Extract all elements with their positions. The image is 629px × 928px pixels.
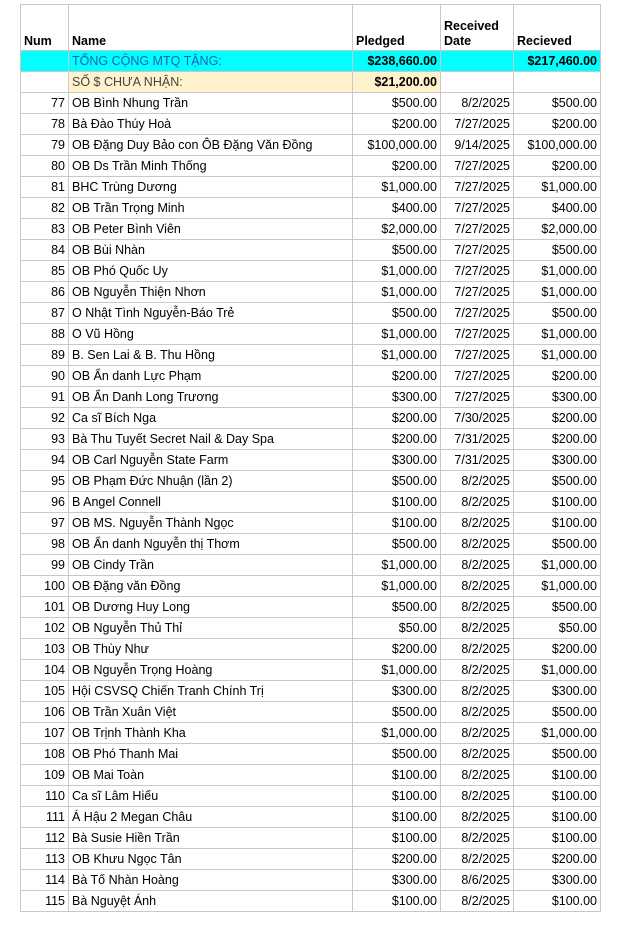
row-num[interactable]: 100	[21, 576, 69, 597]
row-pledged[interactable]: $500.00	[353, 471, 441, 492]
row-name[interactable]: OB Trần Xuân Việt	[69, 702, 353, 723]
row-received-date[interactable]: 8/2/2025	[441, 513, 514, 534]
table-row	[21, 765, 601, 786]
row-received-date[interactable]: 8/2/2025	[441, 618, 514, 639]
row-num[interactable]: 115	[21, 891, 69, 912]
row-received[interactable]: $500.00	[514, 471, 601, 492]
row-received[interactable]: $500.00	[514, 240, 601, 261]
table-row	[21, 156, 601, 177]
table-row	[21, 660, 601, 681]
header-received-date[interactable]: Received Date	[441, 5, 514, 51]
row-pledged[interactable]: $500.00	[353, 744, 441, 765]
row-received-date[interactable]: 7/27/2025	[441, 219, 514, 240]
row-num[interactable]: 101	[21, 597, 69, 618]
table-row	[21, 492, 601, 513]
row-received-date[interactable]: 8/2/2025	[441, 639, 514, 660]
row-name[interactable]: OB Thùy Như	[69, 639, 353, 660]
row-pledged[interactable]: $1,000.00	[353, 177, 441, 198]
row-pledged[interactable]: $300.00	[353, 450, 441, 471]
row-received-date[interactable]: 8/2/2025	[441, 471, 514, 492]
row-pledged[interactable]: $100,000.00	[353, 135, 441, 156]
row-received-date[interactable]: 8/2/2025	[441, 765, 514, 786]
row-received-date[interactable]: 8/2/2025	[441, 93, 514, 114]
row-pledged[interactable]: $1,000.00	[353, 660, 441, 681]
row-received[interactable]: $1,000.00	[514, 576, 601, 597]
row-pledged[interactable]: $300.00	[353, 681, 441, 702]
row-pledged[interactable]: $50.00	[353, 618, 441, 639]
table-row	[21, 618, 601, 639]
row-received[interactable]: $100.00	[514, 513, 601, 534]
row-received-date[interactable]: 8/2/2025	[441, 828, 514, 849]
total-row	[21, 51, 601, 72]
row-num[interactable]: 109	[21, 765, 69, 786]
row-name[interactable]: OB Nguyễn Thiện Nhơn	[69, 282, 353, 303]
row-received-date[interactable]: 7/31/2025	[441, 450, 514, 471]
row-num[interactable]: 103	[21, 639, 69, 660]
table-row	[21, 93, 601, 114]
row-received-date[interactable]: 8/2/2025	[441, 597, 514, 618]
row-pledged[interactable]: $1,000.00	[353, 282, 441, 303]
row-name[interactable]: Bà Đào Thúy Hoà	[69, 114, 353, 135]
row-num[interactable]: 83	[21, 219, 69, 240]
row-pledged[interactable]: $200.00	[353, 408, 441, 429]
table-row	[21, 513, 601, 534]
row-received-date[interactable]: 7/31/2025	[441, 429, 514, 450]
table-row	[21, 450, 601, 471]
row-pledged[interactable]: $100.00	[353, 786, 441, 807]
row-name[interactable]: OB Ds Trần Minh Thống	[69, 156, 353, 177]
row-name[interactable]: OB Nguyễn Trọng Hoàng	[69, 660, 353, 681]
table-row	[21, 639, 601, 660]
row-num[interactable]: 84	[21, 240, 69, 261]
row-received[interactable]: $1,000.00	[514, 345, 601, 366]
row-name[interactable]: Ca sĩ Bích Nga	[69, 408, 353, 429]
row-received-date[interactable]: 9/14/2025	[441, 135, 514, 156]
row-name[interactable]: OB Ẩn danh Nguyễn thị Thơm	[69, 534, 353, 555]
row-num[interactable]: 82	[21, 198, 69, 219]
row-received-date[interactable]: 7/27/2025	[441, 177, 514, 198]
header-pledged[interactable]: Pledged	[353, 5, 441, 51]
row-name[interactable]: OB Ẩn Danh Long Trương	[69, 387, 353, 408]
row-received[interactable]: $1,000.00	[514, 324, 601, 345]
row-pledged[interactable]: $100.00	[353, 492, 441, 513]
row-pledged[interactable]: $200.00	[353, 114, 441, 135]
row-name[interactable]: Á Hậu 2 Megan Châu	[69, 807, 353, 828]
row-received[interactable]: $300.00	[514, 870, 601, 891]
row-pledged[interactable]: $200.00	[353, 156, 441, 177]
row-num[interactable]: 95	[21, 471, 69, 492]
table-row	[21, 744, 601, 765]
row-name[interactable]: Bà Thu Tuyết Secret Nail & Day Spa	[69, 429, 353, 450]
row-received[interactable]: $200.00	[514, 366, 601, 387]
table-row	[21, 303, 601, 324]
row-num[interactable]: 81	[21, 177, 69, 198]
row-pledged[interactable]: $100.00	[353, 807, 441, 828]
pending-date-cell[interactable]	[441, 72, 514, 93]
row-received-date[interactable]: 8/2/2025	[441, 786, 514, 807]
row-pledged[interactable]: $200.00	[353, 849, 441, 870]
row-name[interactable]: O Nhật Tình Nguyễn-Báo Trẻ	[69, 303, 353, 324]
row-num[interactable]: 99	[21, 555, 69, 576]
pending-row	[21, 72, 601, 93]
row-pledged[interactable]: $2,000.00	[353, 219, 441, 240]
header-num[interactable]: Num	[21, 5, 69, 51]
row-name[interactable]: Bà Tố Nhàn Hoàng	[69, 870, 353, 891]
row-received[interactable]: $100.00	[514, 492, 601, 513]
row-received[interactable]: $200.00	[514, 639, 601, 660]
row-name[interactable]: B Angel Connell	[69, 492, 353, 513]
table-row	[21, 387, 601, 408]
total-received[interactable]: $217,460.00	[514, 51, 601, 72]
row-name[interactable]: Hội CSVSQ Chiến Tranh Chính Trị	[69, 681, 353, 702]
table-row	[21, 261, 601, 282]
row-pledged[interactable]: $100.00	[353, 513, 441, 534]
donation-table	[20, 4, 601, 912]
row-received[interactable]: $200.00	[514, 429, 601, 450]
row-received[interactable]: $500.00	[514, 702, 601, 723]
row-received[interactable]: $400.00	[514, 198, 601, 219]
row-name[interactable]: OB Khưu Ngọc Tân	[69, 849, 353, 870]
row-name[interactable]: OB Trần Trọng Minh	[69, 198, 353, 219]
row-pledged[interactable]: $100.00	[353, 891, 441, 912]
row-received-date[interactable]: 8/2/2025	[441, 576, 514, 597]
row-num[interactable]: 92	[21, 408, 69, 429]
row-received-date[interactable]: 7/27/2025	[441, 240, 514, 261]
row-name[interactable]: OB Đặng văn Đồng	[69, 576, 353, 597]
row-received[interactable]: $500.00	[514, 597, 601, 618]
row-name[interactable]: OB Phó Quốc Uy	[69, 261, 353, 282]
table-row	[21, 219, 601, 240]
row-received[interactable]: $1,000.00	[514, 177, 601, 198]
header-name[interactable]: Name	[69, 5, 353, 51]
row-received-date[interactable]: 8/2/2025	[441, 849, 514, 870]
row-pledged[interactable]: $1,000.00	[353, 723, 441, 744]
row-num[interactable]: 105	[21, 681, 69, 702]
row-received-date[interactable]: 8/2/2025	[441, 492, 514, 513]
row-pledged[interactable]: $1,000.00	[353, 345, 441, 366]
row-received-date[interactable]: 7/27/2025	[441, 261, 514, 282]
row-received-date[interactable]: 7/27/2025	[441, 324, 514, 345]
table-row	[21, 135, 601, 156]
row-received-date[interactable]: 8/2/2025	[441, 534, 514, 555]
table-row	[21, 282, 601, 303]
table-row	[21, 870, 601, 891]
row-name[interactable]: BHC Trùng Dương	[69, 177, 353, 198]
row-name[interactable]: OB Mai Toàn	[69, 765, 353, 786]
row-num[interactable]: 77	[21, 93, 69, 114]
row-pledged[interactable]: $100.00	[353, 828, 441, 849]
row-received[interactable]: $1,000.00	[514, 282, 601, 303]
table-row	[21, 891, 601, 912]
row-pledged[interactable]: $1,000.00	[353, 576, 441, 597]
row-num[interactable]: 85	[21, 261, 69, 282]
row-name[interactable]: OB Bình Nhung Trần	[69, 93, 353, 114]
row-received[interactable]: $200.00	[514, 849, 601, 870]
row-num[interactable]: 104	[21, 660, 69, 681]
row-received-date[interactable]: 8/2/2025	[441, 555, 514, 576]
row-pledged[interactable]: $500.00	[353, 534, 441, 555]
row-received[interactable]: $500.00	[514, 93, 601, 114]
row-name[interactable]: OB Cindy Trần	[69, 555, 353, 576]
row-num[interactable]: 79	[21, 135, 69, 156]
row-pledged[interactable]: $100.00	[353, 765, 441, 786]
total-pledged[interactable]: $238,660.00	[353, 51, 441, 72]
table-row	[21, 366, 601, 387]
row-name[interactable]: O Vũ Hồng	[69, 324, 353, 345]
row-num[interactable]: 110	[21, 786, 69, 807]
row-received-date[interactable]: 7/27/2025	[441, 387, 514, 408]
row-received-date[interactable]: 7/27/2025	[441, 198, 514, 219]
row-received-date[interactable]: 7/27/2025	[441, 282, 514, 303]
row-pledged[interactable]: $400.00	[353, 198, 441, 219]
row-pledged[interactable]: $1,000.00	[353, 261, 441, 282]
row-name[interactable]: OB Nguyễn Thủ Thỉ	[69, 618, 353, 639]
row-received-date[interactable]: 8/2/2025	[441, 702, 514, 723]
row-received[interactable]: $1,000.00	[514, 555, 601, 576]
row-received[interactable]: $1,000.00	[514, 723, 601, 744]
row-num[interactable]: 78	[21, 114, 69, 135]
row-received[interactable]: $500.00	[514, 744, 601, 765]
table-row	[21, 345, 601, 366]
header-row	[21, 5, 601, 51]
table-row	[21, 681, 601, 702]
row-received-date[interactable]: 8/2/2025	[441, 891, 514, 912]
pending-amount[interactable]: $21,200.00	[353, 72, 441, 93]
row-received-date[interactable]: 8/6/2025	[441, 870, 514, 891]
row-name[interactable]: Bà Susie Hiền Trần	[69, 828, 353, 849]
row-received[interactable]: $200.00	[514, 114, 601, 135]
total-label[interactable]: TỔNG CỘNG MTQ TẶNG:	[69, 51, 353, 72]
table-row	[21, 702, 601, 723]
row-num[interactable]: 111	[21, 807, 69, 828]
row-num[interactable]: 94	[21, 450, 69, 471]
row-received-date[interactable]: 7/27/2025	[441, 156, 514, 177]
row-received-date[interactable]: 8/2/2025	[441, 723, 514, 744]
row-name[interactable]: OB Phó Thanh Mai	[69, 744, 353, 765]
row-name[interactable]: OB Peter Bình Viên	[69, 219, 353, 240]
row-num[interactable]: 96	[21, 492, 69, 513]
row-pledged[interactable]: $1,000.00	[353, 555, 441, 576]
row-num[interactable]: 113	[21, 849, 69, 870]
row-received-date[interactable]: 7/27/2025	[441, 345, 514, 366]
row-pledged[interactable]: $1,000.00	[353, 324, 441, 345]
table-row	[21, 786, 601, 807]
table-row	[21, 471, 601, 492]
row-received[interactable]: $200.00	[514, 408, 601, 429]
pending-num-cell[interactable]	[21, 72, 69, 93]
row-num[interactable]: 86	[21, 282, 69, 303]
row-name[interactable]: OB Carl Nguyễn State Farm	[69, 450, 353, 471]
row-pledged[interactable]: $500.00	[353, 93, 441, 114]
row-received[interactable]: $500.00	[514, 534, 601, 555]
row-received[interactable]: $300.00	[514, 387, 601, 408]
row-received[interactable]: $2,000.00	[514, 219, 601, 240]
row-num[interactable]: 112	[21, 828, 69, 849]
row-received[interactable]: $100,000.00	[514, 135, 601, 156]
row-num[interactable]: 98	[21, 534, 69, 555]
table-row	[21, 828, 601, 849]
row-name[interactable]: Ca sĩ Lâm Hiếu	[69, 786, 353, 807]
table-row	[21, 576, 601, 597]
total-date-cell[interactable]	[441, 51, 514, 72]
pending-label[interactable]: SỐ $ CHƯA NHẬN:	[69, 72, 353, 93]
row-received[interactable]: $100.00	[514, 786, 601, 807]
total-num-cell[interactable]	[21, 51, 69, 72]
row-name[interactable]: OB Trịnh Thành Kha	[69, 723, 353, 744]
row-received[interactable]: $100.00	[514, 807, 601, 828]
row-pledged[interactable]: $200.00	[353, 366, 441, 387]
row-received[interactable]: $100.00	[514, 828, 601, 849]
row-name[interactable]: OB Ẩn danh Lực Phạm	[69, 366, 353, 387]
row-received-date[interactable]: 7/27/2025	[441, 366, 514, 387]
row-name[interactable]: OB Bùi Nhàn	[69, 240, 353, 261]
row-received[interactable]: $300.00	[514, 681, 601, 702]
row-pledged[interactable]: $500.00	[353, 240, 441, 261]
row-pledged[interactable]: $500.00	[353, 303, 441, 324]
row-received-date[interactable]: 7/27/2025	[441, 303, 514, 324]
row-pledged[interactable]: $200.00	[353, 429, 441, 450]
row-received-date[interactable]: 7/30/2025	[441, 408, 514, 429]
table-row	[21, 114, 601, 135]
row-num[interactable]: 102	[21, 618, 69, 639]
row-name[interactable]: OB MS. Nguyễn Thành Ngọc	[69, 513, 353, 534]
table-row	[21, 555, 601, 576]
row-received-date[interactable]: 7/27/2025	[441, 114, 514, 135]
table-row	[21, 534, 601, 555]
row-num[interactable]: 108	[21, 744, 69, 765]
row-num[interactable]: 87	[21, 303, 69, 324]
row-received[interactable]: $500.00	[514, 303, 601, 324]
table-row	[21, 408, 601, 429]
row-pledged[interactable]: $300.00	[353, 870, 441, 891]
row-name[interactable]: B. Sen Lai & B. Thu Hồng	[69, 345, 353, 366]
row-num[interactable]: 90	[21, 366, 69, 387]
row-received[interactable]: $1,000.00	[514, 261, 601, 282]
row-pledged[interactable]: $200.00	[353, 639, 441, 660]
row-received[interactable]: $100.00	[514, 891, 601, 912]
row-received-date[interactable]: 8/2/2025	[441, 681, 514, 702]
row-num[interactable]: 93	[21, 429, 69, 450]
row-num[interactable]: 106	[21, 702, 69, 723]
row-num[interactable]: 114	[21, 870, 69, 891]
row-received[interactable]: $1,000.00	[514, 660, 601, 681]
row-name[interactable]: OB Đặng Duy Bảo con ÔB Đặng Văn Đồng	[69, 135, 353, 156]
table-row	[21, 849, 601, 870]
row-received-date[interactable]: 8/2/2025	[441, 744, 514, 765]
row-num[interactable]: 80	[21, 156, 69, 177]
row-pledged[interactable]: $500.00	[353, 702, 441, 723]
pending-received-cell[interactable]	[514, 72, 601, 93]
row-name[interactable]: Bà Nguyệt Ánh	[69, 891, 353, 912]
row-num[interactable]: 88	[21, 324, 69, 345]
row-name[interactable]: OB Phạm Đức Nhuận (lần 2)	[69, 471, 353, 492]
row-received-date[interactable]: 8/2/2025	[441, 807, 514, 828]
header-received[interactable]: Recieved	[514, 5, 601, 51]
row-num[interactable]: 89	[21, 345, 69, 366]
table-row	[21, 324, 601, 345]
row-received[interactable]: $200.00	[514, 156, 601, 177]
table-row	[21, 807, 601, 828]
row-pledged[interactable]: $500.00	[353, 597, 441, 618]
row-received[interactable]: $100.00	[514, 765, 601, 786]
table-row	[21, 177, 601, 198]
table-row	[21, 597, 601, 618]
row-received[interactable]: $300.00	[514, 450, 601, 471]
row-received-date[interactable]: 8/2/2025	[441, 660, 514, 681]
row-num[interactable]: 91	[21, 387, 69, 408]
row-pledged[interactable]: $300.00	[353, 387, 441, 408]
table-row	[21, 198, 601, 219]
row-num[interactable]: 107	[21, 723, 69, 744]
row-num[interactable]: 97	[21, 513, 69, 534]
row-name[interactable]: OB Dương Huy Long	[69, 597, 353, 618]
table-row	[21, 723, 601, 744]
table-row	[21, 240, 601, 261]
row-received[interactable]: $50.00	[514, 618, 601, 639]
table-row	[21, 429, 601, 450]
